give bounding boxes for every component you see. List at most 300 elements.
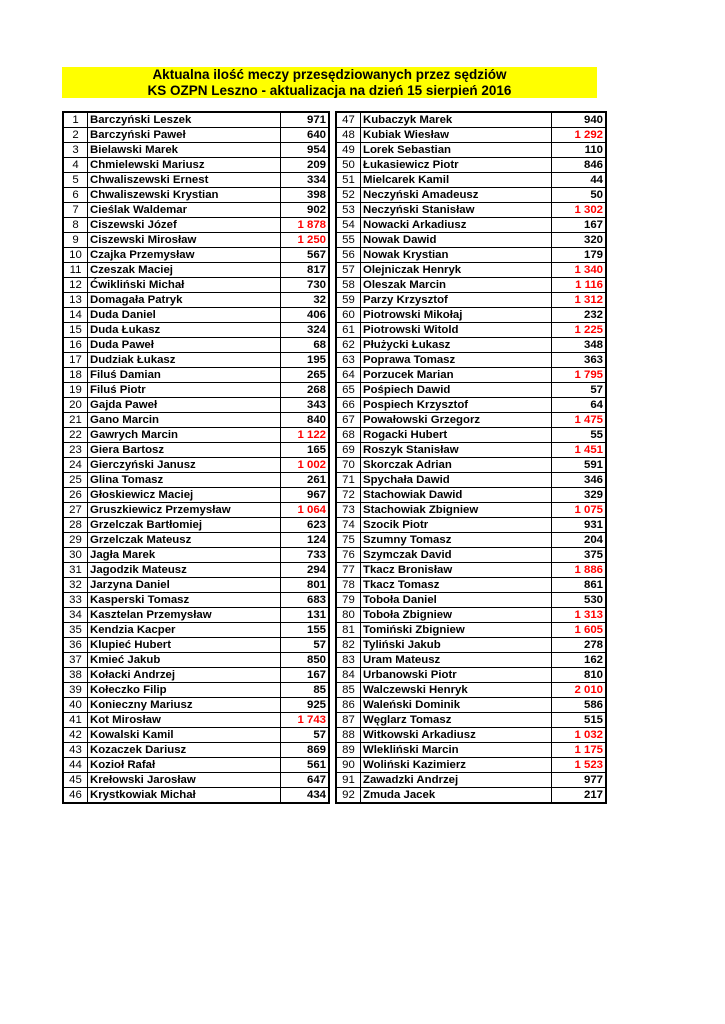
- row-number: 51: [336, 173, 361, 188]
- match-count: 209: [281, 158, 330, 173]
- match-count: 204: [552, 533, 607, 548]
- referee-name: Toboła Daniel: [361, 593, 552, 608]
- table-row: [336, 368, 606, 383]
- match-count: 902: [281, 203, 330, 218]
- table-row: [63, 608, 329, 623]
- referee-name: Witkowski Arkadiusz: [361, 728, 552, 743]
- referee-name: Tkacz Tomasz: [361, 578, 552, 593]
- referee-name: Kasztelan Przemysław: [88, 608, 281, 623]
- table-row: [336, 608, 606, 623]
- row-number: 88: [336, 728, 361, 743]
- table-row: [63, 398, 329, 413]
- referee-name: Glina Tomasz: [88, 473, 281, 488]
- table-row: [63, 203, 329, 218]
- table-row: [63, 668, 329, 683]
- match-count: 940: [552, 112, 607, 128]
- title-banner: [62, 67, 597, 98]
- match-count: 1 886: [552, 563, 607, 578]
- referee-name: Giera Bartosz: [88, 443, 281, 458]
- row-number: 26: [63, 488, 88, 503]
- match-count: 567: [281, 248, 330, 263]
- table-row: [63, 653, 329, 668]
- table-row: [63, 263, 329, 278]
- table-row: [63, 473, 329, 488]
- row-number: 70: [336, 458, 361, 473]
- referee-table-left: [62, 111, 330, 804]
- match-count: 167: [552, 218, 607, 233]
- row-number: 28: [63, 518, 88, 533]
- match-count: 810: [552, 668, 607, 683]
- match-count: 591: [552, 458, 607, 473]
- document-subtitle: KS OZPN Leszno - aktualizacja na dzień 15 sierpień 2016: [147, 83, 512, 98]
- row-number: 18: [63, 368, 88, 383]
- match-count: 1 250: [281, 233, 330, 248]
- referee-name: Tyliński Jakub: [361, 638, 552, 653]
- table-row: [336, 203, 606, 218]
- row-number: 81: [336, 623, 361, 638]
- match-count: 398: [281, 188, 330, 203]
- match-count: 931: [552, 518, 607, 533]
- table-row: [336, 533, 606, 548]
- match-count: 162: [552, 653, 607, 668]
- referee-name: Ciszewski Mirosław: [88, 233, 281, 248]
- table-row: [336, 278, 606, 293]
- referee-name: Szocik Piotr: [361, 518, 552, 533]
- table-row: [336, 353, 606, 368]
- row-number: 45: [63, 773, 88, 788]
- table-row: [336, 128, 606, 143]
- referee-name: Krełowski Jarosław: [88, 773, 281, 788]
- match-count: 730: [281, 278, 330, 293]
- match-count: 343: [281, 398, 330, 413]
- match-count: 68: [281, 338, 330, 353]
- row-number: 66: [336, 398, 361, 413]
- row-number: 54: [336, 218, 361, 233]
- table-row: [336, 383, 606, 398]
- row-number: 31: [63, 563, 88, 578]
- match-count: 817: [281, 263, 330, 278]
- row-number: 64: [336, 368, 361, 383]
- referee-name: Pośpiech Dawid: [361, 383, 552, 398]
- referee-name: Neczyński Amadeusz: [361, 188, 552, 203]
- table-row: [63, 353, 329, 368]
- referee-name: Chwaliszewski Krystian: [88, 188, 281, 203]
- table-row: [63, 323, 329, 338]
- referee-name: Barczyński Leszek: [88, 112, 281, 128]
- table-row: [63, 112, 329, 128]
- referee-name: Szymczak David: [361, 548, 552, 563]
- table-row: [336, 233, 606, 248]
- referee-name: Stachowiak Dawid: [361, 488, 552, 503]
- match-count: 348: [552, 338, 607, 353]
- referee-name: Toboła Zbigniew: [361, 608, 552, 623]
- match-count: 406: [281, 308, 330, 323]
- match-count: 561: [281, 758, 330, 773]
- table-row: [63, 428, 329, 443]
- match-count: 1 064: [281, 503, 330, 518]
- match-count: 1 340: [552, 263, 607, 278]
- table-row: [336, 158, 606, 173]
- match-count: 1 451: [552, 443, 607, 458]
- referee-name: Duda Łukasz: [88, 323, 281, 338]
- referee-name: Zmuda Jacek: [361, 788, 552, 804]
- match-count: 1 225: [552, 323, 607, 338]
- row-number: 71: [336, 473, 361, 488]
- row-number: 43: [63, 743, 88, 758]
- match-count: 217: [552, 788, 607, 804]
- table-row: [336, 578, 606, 593]
- table-row: [63, 488, 329, 503]
- referee-name: Kołacki Andrzej: [88, 668, 281, 683]
- referee-name: Tkacz Bronisław: [361, 563, 552, 578]
- row-number: 61: [336, 323, 361, 338]
- table-row: [336, 173, 606, 188]
- table-row: [336, 788, 606, 804]
- row-number: 14: [63, 308, 88, 323]
- referee-name: Filuś Damian: [88, 368, 281, 383]
- table-row: [63, 683, 329, 698]
- match-count: 850: [281, 653, 330, 668]
- referee-name: Kubiak Wiesław: [361, 128, 552, 143]
- match-count: 623: [281, 518, 330, 533]
- referee-name: Duda Daniel: [88, 308, 281, 323]
- table-row: [63, 308, 329, 323]
- match-count: 530: [552, 593, 607, 608]
- row-number: 78: [336, 578, 361, 593]
- row-number: 82: [336, 638, 361, 653]
- table-row: [336, 218, 606, 233]
- match-count: 1 175: [552, 743, 607, 758]
- row-number: 25: [63, 473, 88, 488]
- row-number: 32: [63, 578, 88, 593]
- referee-name: Porzucek Marian: [361, 368, 552, 383]
- table-row: [63, 458, 329, 473]
- row-number: 2: [63, 128, 88, 143]
- match-count: 64: [552, 398, 607, 413]
- match-count: 232: [552, 308, 607, 323]
- referee-name: Kowalski Kamil: [88, 728, 281, 743]
- row-number: 68: [336, 428, 361, 443]
- row-number: 9: [63, 233, 88, 248]
- table-row: [336, 473, 606, 488]
- table-row: [336, 112, 606, 128]
- row-number: 4: [63, 158, 88, 173]
- referee-name: Gawrych Marcin: [88, 428, 281, 443]
- match-count: 840: [281, 413, 330, 428]
- referee-name: Czajka Przemysław: [88, 248, 281, 263]
- referee-name: Kozioł Rafał: [88, 758, 281, 773]
- table-row: [336, 548, 606, 563]
- row-number: 57: [336, 263, 361, 278]
- referee-name: Stachowiak Zbigniew: [361, 503, 552, 518]
- match-count: 44: [552, 173, 607, 188]
- match-count: 32: [281, 293, 330, 308]
- referee-name: Kozaczek Dariusz: [88, 743, 281, 758]
- row-number: 36: [63, 638, 88, 653]
- referee-name: Krystkowiak Michał: [88, 788, 281, 804]
- row-number: 29: [63, 533, 88, 548]
- match-count: 925: [281, 698, 330, 713]
- match-count: 85: [281, 683, 330, 698]
- referee-name: Bielawski Marek: [88, 143, 281, 158]
- table-row: [336, 458, 606, 473]
- row-number: 35: [63, 623, 88, 638]
- table-row: [63, 248, 329, 263]
- row-number: 17: [63, 353, 88, 368]
- table-row: [336, 413, 606, 428]
- table-row: [63, 773, 329, 788]
- referee-name: Mielcarek Kamil: [361, 173, 552, 188]
- table-row: [336, 758, 606, 773]
- table-row: [63, 173, 329, 188]
- table-row: [63, 293, 329, 308]
- table-row: [63, 713, 329, 728]
- table-row: [63, 338, 329, 353]
- match-count: 268: [281, 383, 330, 398]
- match-count: 57: [552, 383, 607, 398]
- match-count: 155: [281, 623, 330, 638]
- table-row: [63, 158, 329, 173]
- match-count: 1 523: [552, 758, 607, 773]
- match-count: 294: [281, 563, 330, 578]
- table-row: [336, 503, 606, 518]
- table-row: [336, 488, 606, 503]
- referee-name: Głoskiewicz Maciej: [88, 488, 281, 503]
- table-row: [63, 788, 329, 804]
- referee-name: Piotrowski Mikołaj: [361, 308, 552, 323]
- row-number: 74: [336, 518, 361, 533]
- referee-name: Węglarz Tomasz: [361, 713, 552, 728]
- table-row: [336, 308, 606, 323]
- match-count: 640: [281, 128, 330, 143]
- referee-name: Kubaczyk Marek: [361, 112, 552, 128]
- referee-name: Rogacki Hubert: [361, 428, 552, 443]
- row-number: 69: [336, 443, 361, 458]
- document-title: Aktualna ilość meczy przesędziowanych przez sędziów: [152, 67, 507, 82]
- table-row: [336, 728, 606, 743]
- referee-name: Wlekliński Marcin: [361, 743, 552, 758]
- row-number: 89: [336, 743, 361, 758]
- referee-name: Uram Mateusz: [361, 653, 552, 668]
- referee-name: Pospiech Krzysztof: [361, 398, 552, 413]
- referee-name: Jagła Marek: [88, 548, 281, 563]
- match-count: 977: [552, 773, 607, 788]
- match-count: 329: [552, 488, 607, 503]
- row-number: 60: [336, 308, 361, 323]
- table-row: [63, 548, 329, 563]
- referee-name: Grzelczak Bartłomiej: [88, 518, 281, 533]
- row-number: 5: [63, 173, 88, 188]
- match-count: 967: [281, 488, 330, 503]
- table-row: [63, 188, 329, 203]
- match-count: 324: [281, 323, 330, 338]
- row-number: 47: [336, 112, 361, 128]
- referee-name: Łukasiewicz Piotr: [361, 158, 552, 173]
- referee-name: Chmielewski Mariusz: [88, 158, 281, 173]
- match-count: 1 292: [552, 128, 607, 143]
- referee-name: Powałowski Grzegorz: [361, 413, 552, 428]
- table-row: [336, 518, 606, 533]
- row-number: 86: [336, 698, 361, 713]
- referee-name: Grzelczak Mateusz: [88, 533, 281, 548]
- referee-name: Duda Paweł: [88, 338, 281, 353]
- row-number: 62: [336, 338, 361, 353]
- table-row: [63, 563, 329, 578]
- row-number: 8: [63, 218, 88, 233]
- match-count: 733: [281, 548, 330, 563]
- table-row: [336, 668, 606, 683]
- match-count: 869: [281, 743, 330, 758]
- table-row: [63, 128, 329, 143]
- match-count: 586: [552, 698, 607, 713]
- match-count: 1 122: [281, 428, 330, 443]
- referee-name: Oleszak Marcin: [361, 278, 552, 293]
- row-number: 39: [63, 683, 88, 698]
- table-row: [63, 728, 329, 743]
- referee-name: Parzy Krzysztof: [361, 293, 552, 308]
- referee-name: Nowak Dawid: [361, 233, 552, 248]
- match-count: 1 312: [552, 293, 607, 308]
- match-count: 179: [552, 248, 607, 263]
- match-count: 124: [281, 533, 330, 548]
- table-row: [336, 623, 606, 638]
- row-number: 44: [63, 758, 88, 773]
- row-number: 37: [63, 653, 88, 668]
- table-row: [63, 743, 329, 758]
- row-number: 80: [336, 608, 361, 623]
- row-number: 84: [336, 668, 361, 683]
- table-row: [336, 188, 606, 203]
- table-row: [336, 338, 606, 353]
- referee-name: Kot Mirosław: [88, 713, 281, 728]
- row-number: 83: [336, 653, 361, 668]
- row-number: 90: [336, 758, 361, 773]
- row-number: 1: [63, 112, 88, 128]
- table-row: [336, 743, 606, 758]
- referee-name: Piotrowski Witold: [361, 323, 552, 338]
- referee-name: Klupieć Hubert: [88, 638, 281, 653]
- row-number: 55: [336, 233, 361, 248]
- referee-name: Zawadzki Andrzej: [361, 773, 552, 788]
- match-count: 1 116: [552, 278, 607, 293]
- referee-name: Olejniczak Henryk: [361, 263, 552, 278]
- match-count: 110: [552, 143, 607, 158]
- match-count: 363: [552, 353, 607, 368]
- table-row: [63, 278, 329, 293]
- table-row: [63, 698, 329, 713]
- referee-name: Jagodzik Mateusz: [88, 563, 281, 578]
- table-row: [336, 323, 606, 338]
- referee-name: Nowak Krystian: [361, 248, 552, 263]
- match-count: 846: [552, 158, 607, 173]
- referee-name: Szumny Tomasz: [361, 533, 552, 548]
- referee-name: Kołeczko Filip: [88, 683, 281, 698]
- row-number: 15: [63, 323, 88, 338]
- row-number: 33: [63, 593, 88, 608]
- match-count: 1 878: [281, 218, 330, 233]
- row-number: 48: [336, 128, 361, 143]
- table-row: [63, 383, 329, 398]
- row-number: 72: [336, 488, 361, 503]
- referee-name: Filuś Piotr: [88, 383, 281, 398]
- table-row: [336, 443, 606, 458]
- referee-name: Spychała Dawid: [361, 473, 552, 488]
- row-number: 79: [336, 593, 361, 608]
- table-row: [336, 713, 606, 728]
- match-count: 165: [281, 443, 330, 458]
- row-number: 27: [63, 503, 88, 518]
- row-number: 22: [63, 428, 88, 443]
- referee-name: Gruszkiewicz Przemysław: [88, 503, 281, 518]
- referee-name: Skorczak Adrian: [361, 458, 552, 473]
- row-number: 87: [336, 713, 361, 728]
- table-row: [336, 773, 606, 788]
- referee-name: Chwaliszewski Ernest: [88, 173, 281, 188]
- row-number: 38: [63, 668, 88, 683]
- row-number: 75: [336, 533, 361, 548]
- referee-name: Gano Marcin: [88, 413, 281, 428]
- referee-name: Domagała Patryk: [88, 293, 281, 308]
- row-number: 6: [63, 188, 88, 203]
- table-row: [63, 533, 329, 548]
- match-count: 131: [281, 608, 330, 623]
- row-number: 16: [63, 338, 88, 353]
- referee-name: Urbanowski Piotr: [361, 668, 552, 683]
- referee-name: Dudziak Łukasz: [88, 353, 281, 368]
- row-number: 12: [63, 278, 88, 293]
- match-count: 57: [281, 728, 330, 743]
- referee-name: Neczyński Stanisław: [361, 203, 552, 218]
- row-number: 50: [336, 158, 361, 173]
- match-count: 2 010: [552, 683, 607, 698]
- row-number: 41: [63, 713, 88, 728]
- table-row: [63, 413, 329, 428]
- row-number: 77: [336, 563, 361, 578]
- table-row: [336, 143, 606, 158]
- match-count: 1 032: [552, 728, 607, 743]
- match-count: 1 605: [552, 623, 607, 638]
- table-row: [63, 503, 329, 518]
- referee-name: Tomiński Zbigniew: [361, 623, 552, 638]
- row-number: 49: [336, 143, 361, 158]
- table-row: [336, 263, 606, 278]
- match-count: 57: [281, 638, 330, 653]
- row-number: 91: [336, 773, 361, 788]
- row-number: 19: [63, 383, 88, 398]
- table-row: [336, 293, 606, 308]
- row-number: 76: [336, 548, 361, 563]
- row-number: 52: [336, 188, 361, 203]
- referee-name: Nowacki Arkadiusz: [361, 218, 552, 233]
- match-count: 1 743: [281, 713, 330, 728]
- row-number: 92: [336, 788, 361, 804]
- row-number: 30: [63, 548, 88, 563]
- match-count: 1 302: [552, 203, 607, 218]
- referee-name: Kasperski Tomasz: [88, 593, 281, 608]
- referee-name: Walczewski Henryk: [361, 683, 552, 698]
- referee-name: Gierczyński Janusz: [88, 458, 281, 473]
- match-count: 261: [281, 473, 330, 488]
- referee-name: Kendzia Kacper: [88, 623, 281, 638]
- table-row: [336, 638, 606, 653]
- match-count: 334: [281, 173, 330, 188]
- row-number: 11: [63, 263, 88, 278]
- match-count: 801: [281, 578, 330, 593]
- row-number: 20: [63, 398, 88, 413]
- match-count: 50: [552, 188, 607, 203]
- row-number: 59: [336, 293, 361, 308]
- match-count: 1 475: [552, 413, 607, 428]
